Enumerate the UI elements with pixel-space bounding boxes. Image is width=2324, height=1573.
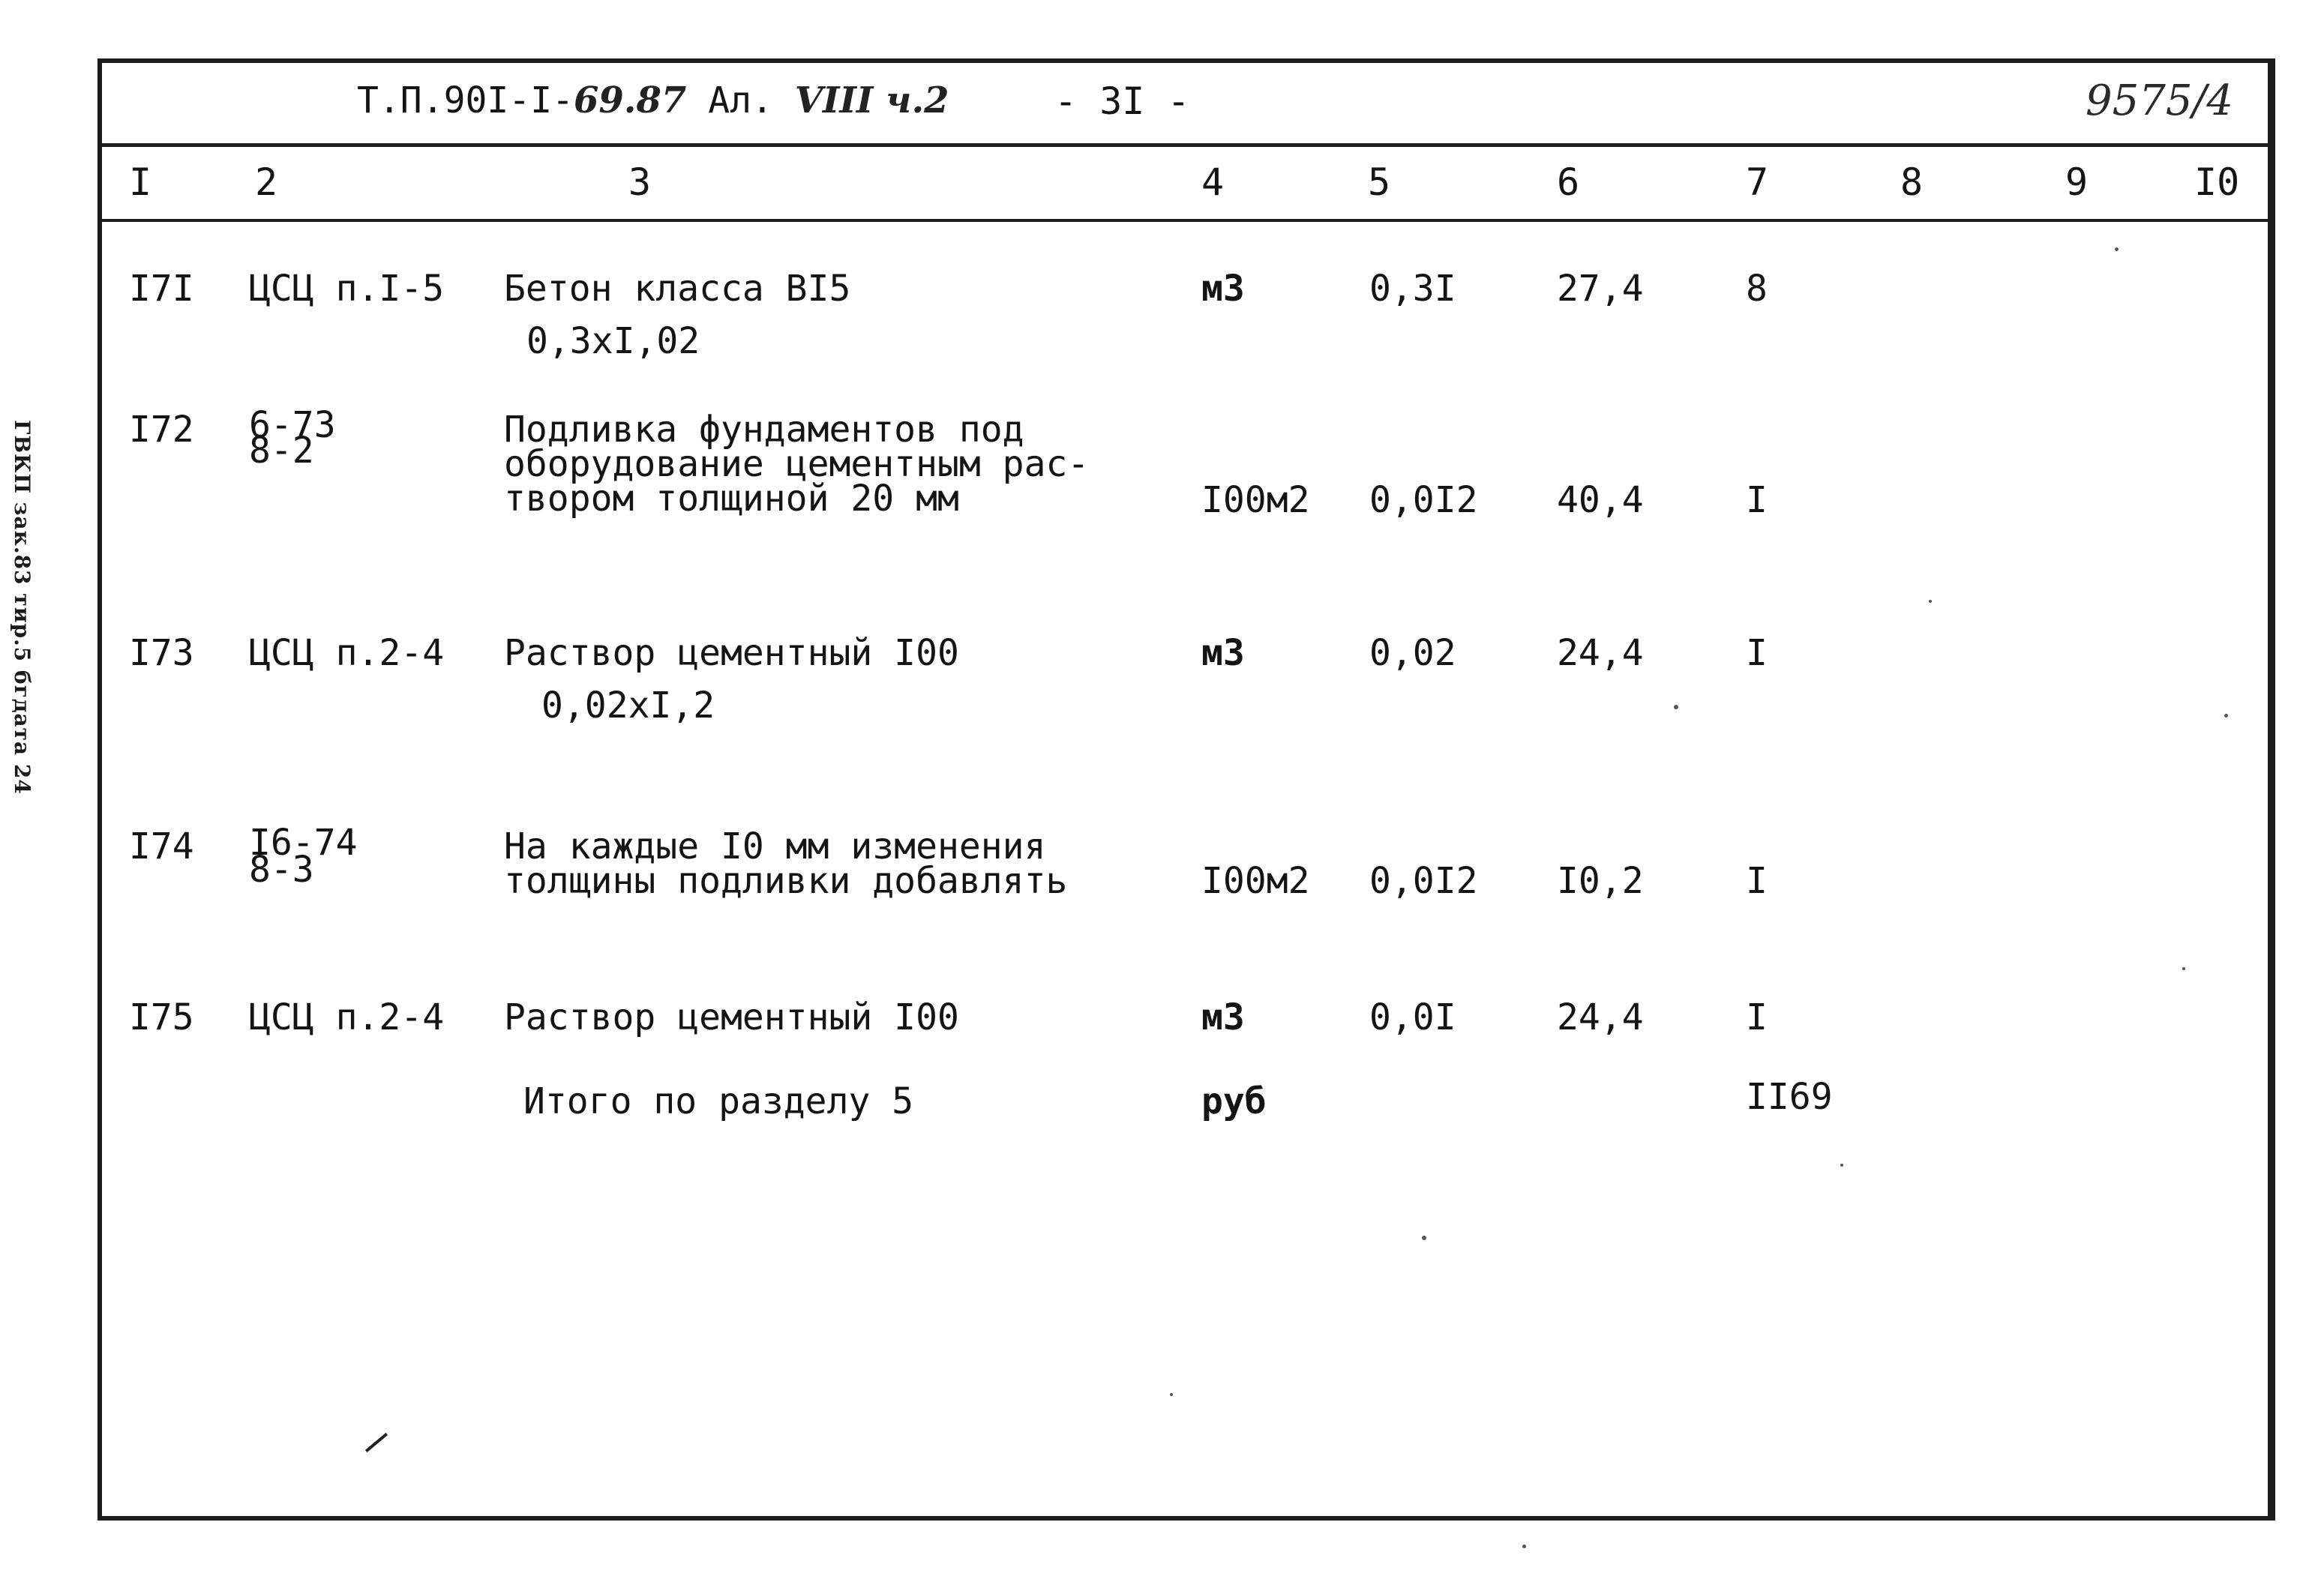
side-stamp-text: ГВКП зак.83 тир.5 бгдата 24 — [10, 420, 34, 795]
quantity: 0,3I — [1369, 268, 1456, 310]
column-number: 2 — [255, 160, 278, 204]
unit: м3 — [1201, 632, 1245, 674]
column-number: 3 — [628, 160, 652, 204]
scan-speck — [1929, 600, 1932, 603]
column-number: 4 — [1201, 160, 1225, 204]
row-number: I74 — [129, 825, 194, 867]
column-number: 9 — [2065, 160, 2089, 204]
scan-speck — [1522, 1545, 1526, 1548]
scan-speck — [2224, 714, 2228, 718]
album-handwritten: VIII ч.2 — [794, 79, 949, 121]
total-cost: 8 — [1746, 268, 1768, 310]
total-cost: I — [1746, 632, 1768, 674]
doc-code-prefix: Т.П.90I-I- — [357, 79, 574, 121]
sheet-code-handwritten: 9575/4 — [2085, 76, 2233, 125]
unit-price: 27,4 — [1557, 268, 1644, 310]
rate-code: I6-74 8-3 — [249, 822, 358, 891]
work-name: Раствор цементный I00 — [504, 632, 959, 674]
summary-label: Итого по разделу 5 — [523, 1080, 914, 1122]
row-number: I73 — [129, 632, 194, 674]
row-number: I7I — [129, 268, 194, 310]
rate-code: ЦСЦ п.I-5 — [249, 268, 445, 310]
column-number: 5 — [1368, 160, 1391, 204]
side-stamp — [10, 420, 34, 810]
album-label: Ал. — [708, 79, 773, 121]
work-formula: 0,3хI,02 — [526, 320, 700, 362]
row-number: I72 — [129, 409, 194, 451]
document-header — [102, 63, 2268, 147]
scan-speck — [1170, 1393, 1173, 1396]
unit-price: 24,4 — [1557, 996, 1644, 1038]
scan-speck — [1674, 705, 1678, 709]
summary-total: II69 — [1746, 1076, 1833, 1118]
total-cost: I — [1746, 479, 1768, 521]
work-formula: 0,02хI,2 — [541, 685, 715, 727]
document-code — [357, 79, 949, 121]
scan-speck — [1422, 1236, 1426, 1240]
table-frame — [97, 58, 2275, 1521]
column-number: I0 — [2194, 160, 2240, 204]
page-number: - 3I - — [1054, 79, 1190, 123]
column-number: 8 — [1900, 160, 1924, 204]
unit: I00м2 — [1201, 479, 1310, 521]
unit: м3 — [1201, 996, 1245, 1038]
scan-speck — [1840, 1164, 1843, 1167]
work-name: На каждые I0 мм изменения толщины подливки добавлять — [504, 825, 1068, 902]
quantity: 0,0I2 — [1369, 860, 1478, 902]
column-number: I — [129, 160, 152, 204]
unit: I00м2 — [1201, 860, 1310, 902]
column-number: 7 — [1746, 160, 1769, 204]
quantity: 0,02 — [1369, 632, 1456, 674]
pen-mark — [365, 1433, 388, 1452]
rate-code: 6-73 8-2 — [249, 404, 336, 472]
rate-code: ЦСЦ п.2-4 — [249, 632, 445, 674]
column-numbers-row — [102, 147, 2268, 222]
rate-code: ЦСЦ п.2-4 — [249, 996, 445, 1038]
quantity: 0,0I2 — [1369, 479, 1478, 521]
unit-price: 24,4 — [1557, 632, 1644, 674]
total-cost: I — [1746, 996, 1768, 1038]
row-number: I75 — [129, 996, 194, 1038]
summary-unit: руб — [1201, 1080, 1267, 1122]
scan-speck — [2115, 247, 2119, 251]
column-number: 6 — [1557, 160, 1580, 204]
work-name: Раствор цементный I00 — [504, 996, 959, 1038]
doc-code-handwritten: 69.87 — [573, 79, 687, 121]
scan-speck — [2182, 967, 2185, 970]
work-name: Бетон класса BI5 — [504, 268, 851, 310]
work-name: Подливка фундаментов под оборудование цементным рас- твором толщиной 20 мм — [504, 409, 1090, 520]
total-cost: I — [1746, 860, 1768, 902]
quantity: 0,0I — [1369, 996, 1456, 1038]
unit-price: I0,2 — [1557, 860, 1644, 902]
unit: м3 — [1201, 268, 1245, 310]
unit-price: 40,4 — [1557, 479, 1644, 521]
